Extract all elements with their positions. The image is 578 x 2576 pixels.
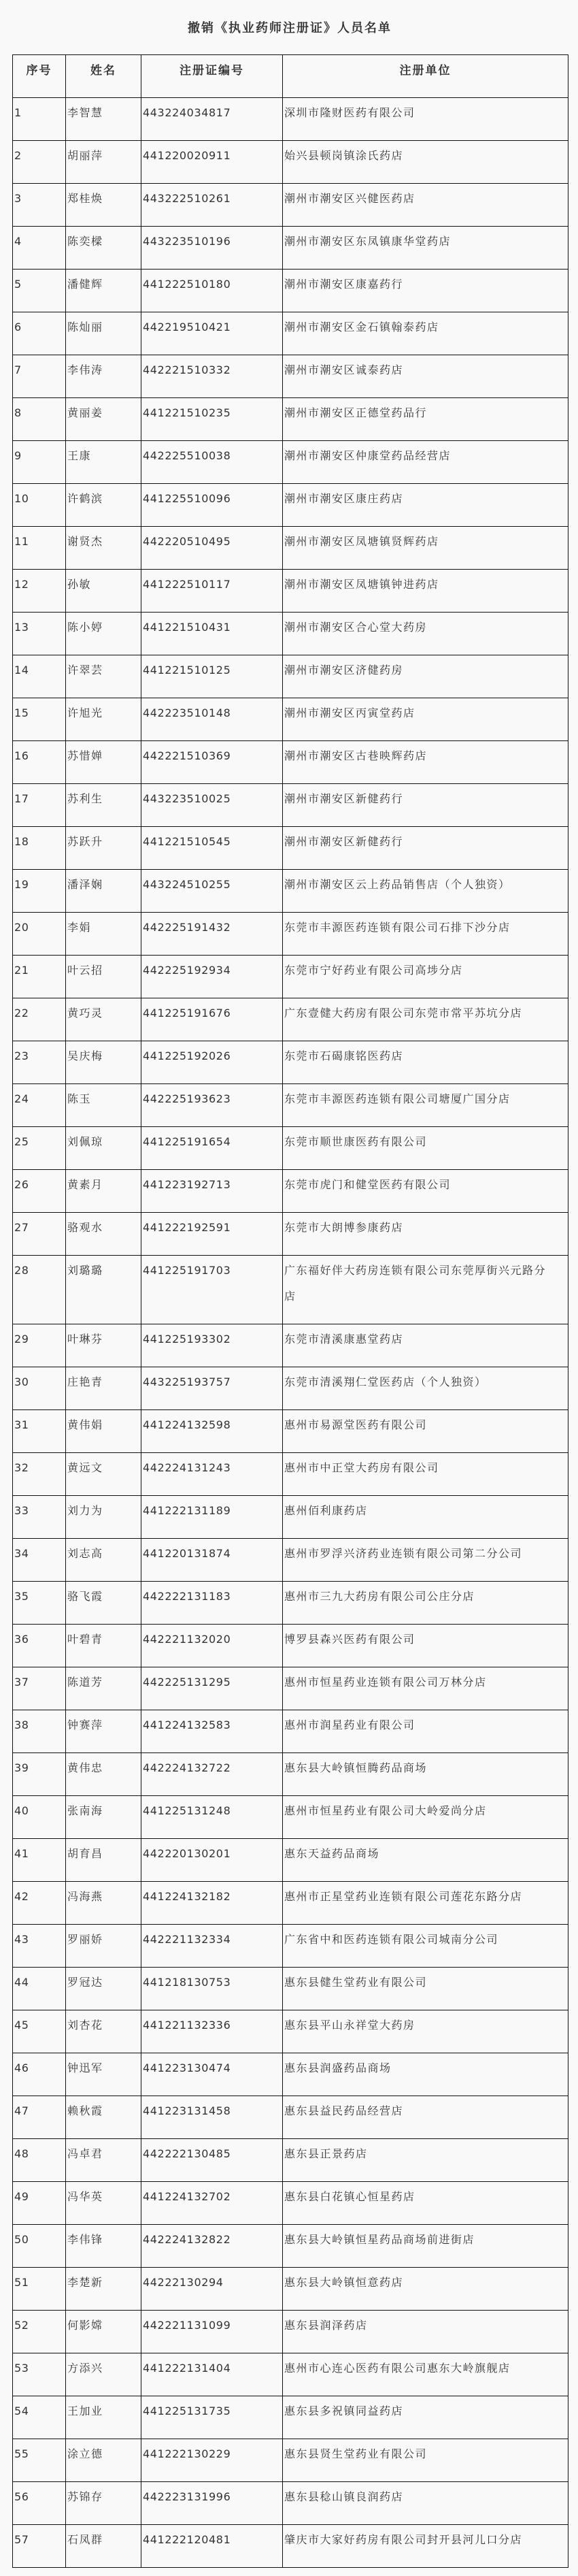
cell-unit: 东莞市丰源医药连锁有限公司塘厦广国分店 [283, 1084, 568, 1127]
table-row [13, 484, 568, 527]
cell-unit: 惠东县平山永祥堂大药房 [283, 2010, 568, 2053]
cell-name: 黄伟娟 [66, 1410, 141, 1453]
table-row [13, 398, 568, 441]
cell-reg-no: 441221510235 [141, 398, 283, 441]
cell-seq: 16 [13, 741, 66, 784]
cell-unit: 惠州市罗浮兴济药业连锁有限公司第二分公司 [283, 1539, 568, 1582]
cell-reg-no: 442224132822 [141, 2225, 283, 2268]
table-row [13, 570, 568, 613]
table-row [13, 913, 568, 956]
cell-unit: 潮州市潮安区兴健医药店 [283, 184, 568, 227]
cell-reg-no: 441220131874 [141, 1539, 283, 1582]
header-name: 姓名 [66, 55, 141, 98]
cell-name: 叶云招 [66, 956, 141, 998]
cell-seq: 11 [13, 527, 66, 570]
cell-reg-no: 441225131248 [141, 1796, 283, 1839]
cell-unit: 潮州市潮安区古巷映辉药店 [283, 741, 568, 784]
cell-name: 黄素月 [66, 1170, 141, 1213]
cell-unit: 潮州市潮安区康嘉药行 [283, 270, 568, 312]
cell-unit: 潮州市潮安区诚泰药店 [283, 355, 568, 398]
cell-unit: 潮州市潮安区仲康堂药品经营店 [283, 441, 568, 484]
cell-reg-no: 441223130474 [141, 2053, 283, 2096]
cell-unit: 惠东县稔山镇良润药店 [283, 2482, 568, 2525]
cell-unit: 惠州市中正堂大药房有限公司 [283, 1453, 568, 1496]
cell-seq: 46 [13, 2053, 66, 2096]
cell-seq: 29 [13, 1324, 66, 1367]
cell-reg-no: 441224132702 [141, 2182, 283, 2225]
cell-name: 刘杏花 [66, 2010, 141, 2053]
cell-unit: 东莞市清溪康惠堂药店 [283, 1324, 568, 1367]
cell-seq: 51 [13, 2268, 66, 2311]
table-row [13, 784, 568, 827]
cell-reg-no: 442224132722 [141, 1753, 283, 1796]
cell-seq: 14 [13, 655, 66, 698]
table-row [13, 1256, 568, 1324]
cell-reg-no: 441224132182 [141, 1882, 283, 1925]
cell-seq: 15 [13, 698, 66, 741]
cell-name: 刘佩琼 [66, 1127, 141, 1170]
cell-unit: 惠东天益药品商场 [283, 1839, 568, 1882]
header-row [13, 55, 568, 98]
cell-unit: 惠州市三九大药房有限公司公庄分店 [283, 1582, 568, 1625]
table-row [13, 1882, 568, 1925]
table-row [13, 184, 568, 227]
cell-seq: 41 [13, 1839, 66, 1882]
cell-unit: 潮州市潮安区合心堂大药房 [283, 613, 568, 655]
cell-reg-no: 441221132336 [141, 2010, 283, 2053]
cell-name: 潘泽娴 [66, 870, 141, 913]
table-row [13, 698, 568, 741]
cell-name: 吴庆梅 [66, 1041, 141, 1084]
cell-name: 苏利生 [66, 784, 141, 827]
cell-unit: 惠州市润星药业有限公司 [283, 1710, 568, 1753]
cell-reg-no: 441222192591 [141, 1213, 283, 1256]
cell-reg-no: 441224132598 [141, 1410, 283, 1453]
table-row [13, 2139, 568, 2182]
cell-reg-no: 441222131404 [141, 2353, 283, 2396]
cell-unit: 深圳市隆财医药有限公司 [283, 98, 568, 141]
cell-unit: 东莞市石碣康铭医药店 [283, 1041, 568, 1084]
cell-unit: 广东福好伴大药房连锁有限公司东莞厚街兴元路分店 [283, 1256, 568, 1324]
table-row [13, 1839, 568, 1882]
cell-reg-no: 442222130485 [141, 2139, 283, 2182]
cell-unit: 惠东县大岭镇恒腾药品商场 [283, 1753, 568, 1796]
table-row [13, 1710, 568, 1753]
cell-seq: 21 [13, 956, 66, 998]
cell-seq: 57 [13, 2525, 66, 2568]
cell-unit: 广东壹健大药房有限公司东莞市常平苏坑分店 [283, 998, 568, 1041]
table-row [13, 1324, 568, 1367]
cell-unit: 肇庆市大家好药房有限公司封开县河儿口分店 [283, 2525, 568, 2568]
table-row [13, 2182, 568, 2225]
cell-reg-no: 442220130201 [141, 1839, 283, 1882]
cell-name: 孙敏 [66, 570, 141, 613]
cell-reg-no: 442225131295 [141, 1667, 283, 1710]
cell-name: 王加业 [66, 2396, 141, 2439]
cell-seq: 6 [13, 312, 66, 355]
cell-unit: 潮州市潮安区东凤镇康华堂药店 [283, 227, 568, 270]
table-row [13, 956, 568, 998]
cell-reg-no: 441222120481 [141, 2525, 283, 2568]
cell-name: 黄伟忠 [66, 1753, 141, 1796]
cell-reg-no: 441222510117 [141, 570, 283, 613]
table-row [13, 1213, 568, 1256]
table-row [13, 1084, 568, 1127]
cell-seq: 35 [13, 1582, 66, 1625]
cell-name: 刘力为 [66, 1496, 141, 1539]
cell-seq: 3 [13, 184, 66, 227]
cell-reg-no: 442220510495 [141, 527, 283, 570]
cell-name: 黄丽姜 [66, 398, 141, 441]
cell-unit: 惠州市正星堂药业连锁有限公司莲花东路分店 [283, 1882, 568, 1925]
cell-unit: 惠州市心连心医药有限公司惠东大岭旗舰店 [283, 2353, 568, 2396]
cell-seq: 47 [13, 2096, 66, 2139]
cell-reg-no: 441225191676 [141, 998, 283, 1041]
cell-name: 许翠芸 [66, 655, 141, 698]
table-row [13, 441, 568, 484]
table-row [13, 1925, 568, 1968]
cell-reg-no: 443225193757 [141, 1367, 283, 1410]
cell-reg-no: 442223131996 [141, 2482, 283, 2525]
table-row [13, 141, 568, 184]
cell-unit: 惠东县润盛药品商场 [283, 2053, 568, 2096]
cell-unit: 惠东县正景药店 [283, 2139, 568, 2182]
table-row [13, 2439, 568, 2482]
cell-unit: 潮州市潮安区丙寅堂药店 [283, 698, 568, 741]
cell-unit: 东莞市清溪翔仁堂医药店（个人独资） [283, 1367, 568, 1410]
cell-unit: 始兴县顿岗镇涂氏药店 [283, 141, 568, 184]
cell-unit: 潮州市潮安区正德堂药品行 [283, 398, 568, 441]
cell-name: 苏惜婵 [66, 741, 141, 784]
cell-name: 罗冠达 [66, 1968, 141, 2010]
cell-reg-no: 442221132020 [141, 1625, 283, 1667]
cell-name: 许鹤滨 [66, 484, 141, 527]
cell-seq: 1 [13, 98, 66, 141]
cell-unit: 惠东县大岭镇恒星药品商场前进街店 [283, 2225, 568, 2268]
table-row [13, 2225, 568, 2268]
cell-reg-no: 441220020911 [141, 141, 283, 184]
cell-reg-no: 443223510025 [141, 784, 283, 827]
cell-seq: 10 [13, 484, 66, 527]
table-row [13, 527, 568, 570]
cell-unit: 潮州市潮安区康庄药店 [283, 484, 568, 527]
cell-seq: 49 [13, 2182, 66, 2225]
cell-name: 胡育昌 [66, 1839, 141, 1882]
cell-reg-no: 441218130753 [141, 1968, 283, 2010]
cell-seq: 52 [13, 2311, 66, 2353]
cell-name: 罗丽娇 [66, 1925, 141, 1968]
cell-name: 张南海 [66, 1796, 141, 1839]
cell-name: 陈灿丽 [66, 312, 141, 355]
cell-name: 苏锦存 [66, 2482, 141, 2525]
cell-unit: 惠东县益民药品经营店 [283, 2096, 568, 2139]
cell-seq: 40 [13, 1796, 66, 1839]
cell-reg-no: 442219510421 [141, 312, 283, 355]
cell-seq: 12 [13, 570, 66, 613]
cell-seq: 30 [13, 1367, 66, 1410]
cell-reg-no: 44222130294 [141, 2268, 283, 2311]
cell-reg-no: 441223131458 [141, 2096, 283, 2139]
table-row [13, 355, 568, 398]
cell-unit: 潮州市潮安区济健药房 [283, 655, 568, 698]
cell-reg-no: 443222510261 [141, 184, 283, 227]
cell-reg-no: 441222130229 [141, 2439, 283, 2482]
table-row [13, 1753, 568, 1796]
table-row [13, 1041, 568, 1084]
cell-seq: 45 [13, 2010, 66, 2053]
cell-name: 庄艳青 [66, 1367, 141, 1410]
cell-reg-no: 441222510180 [141, 270, 283, 312]
cell-reg-no: 442221510332 [141, 355, 283, 398]
cell-name: 骆观水 [66, 1213, 141, 1256]
table-row [13, 1170, 568, 1213]
table-row [13, 1410, 568, 1453]
cell-seq: 32 [13, 1453, 66, 1496]
cell-seq: 28 [13, 1256, 66, 1324]
cell-name: 钟迅军 [66, 2053, 141, 2096]
cell-reg-no: 442221510369 [141, 741, 283, 784]
table-row [13, 2525, 568, 2568]
cell-seq: 25 [13, 1127, 66, 1170]
table-row [13, 2311, 568, 2353]
cell-seq: 20 [13, 913, 66, 956]
cell-name: 李楚新 [66, 2268, 141, 2311]
cell-reg-no: 441223192713 [141, 1170, 283, 1213]
cell-name: 骆飞霞 [66, 1582, 141, 1625]
table-row [13, 1796, 568, 1839]
cell-unit: 惠州佰利康药店 [283, 1496, 568, 1539]
cell-unit: 潮州市潮安区新健药行 [283, 784, 568, 827]
table-row [13, 870, 568, 913]
cell-seq: 36 [13, 1625, 66, 1667]
cell-name: 陈玉 [66, 1084, 141, 1127]
table-row [13, 312, 568, 355]
cell-reg-no: 441225192026 [141, 1041, 283, 1084]
cell-unit: 惠州市恒星药业有限公司大岭爱尚分店 [283, 1796, 568, 1839]
cell-seq: 2 [13, 141, 66, 184]
cell-reg-no: 443224034817 [141, 98, 283, 141]
cell-unit: 潮州市潮安区金石镇翰泰药店 [283, 312, 568, 355]
cell-reg-no: 441221510125 [141, 655, 283, 698]
cell-name: 刘璐璐 [66, 1256, 141, 1324]
cell-seq: 7 [13, 355, 66, 398]
cell-reg-no: 443223510196 [141, 227, 283, 270]
cell-name: 黄巧灵 [66, 998, 141, 1041]
cell-name: 苏跃升 [66, 827, 141, 870]
revocation-roster-table [12, 54, 568, 2568]
table-body [13, 98, 568, 2568]
cell-unit: 惠东县贤生堂药业有限公司 [283, 2439, 568, 2482]
cell-name: 叶琳芬 [66, 1324, 141, 1367]
cell-reg-no: 442225193623 [141, 1084, 283, 1127]
cell-reg-no: 442223510148 [141, 698, 283, 741]
header-unit: 注册单位 [283, 55, 568, 98]
cell-seq: 39 [13, 1753, 66, 1796]
cell-reg-no: 442224131243 [141, 1453, 283, 1496]
cell-unit: 广东省中和医药连锁有限公司城南分公司 [283, 1925, 568, 1968]
cell-reg-no: 441221510431 [141, 613, 283, 655]
cell-seq: 56 [13, 2482, 66, 2525]
cell-seq: 50 [13, 2225, 66, 2268]
cell-seq: 18 [13, 827, 66, 870]
cell-name: 王康 [66, 441, 141, 484]
cell-reg-no: 441225510096 [141, 484, 283, 527]
cell-name: 郑桂焕 [66, 184, 141, 227]
table-row [13, 2010, 568, 2053]
cell-seq: 19 [13, 870, 66, 913]
cell-name: 李智慧 [66, 98, 141, 141]
cell-unit: 惠东县健生堂药业有限公司 [283, 1968, 568, 2010]
cell-unit: 潮州市潮安区云上药品销售店（个人独资） [283, 870, 568, 913]
table-row [13, 1453, 568, 1496]
cell-unit: 惠东县大岭镇恒意药店 [283, 2268, 568, 2311]
cell-name: 冯海燕 [66, 1882, 141, 1925]
table-row [13, 1625, 568, 1667]
table-row [13, 270, 568, 312]
page-title: 撤销《执业药师注册证》人员名单 [188, 21, 392, 35]
cell-name: 刘志高 [66, 1539, 141, 1582]
cell-seq: 33 [13, 1496, 66, 1539]
cell-unit: 潮州市潮安区凤塘镇钟进药店 [283, 570, 568, 613]
cell-unit: 东莞市宁好药业有限公司高埗分店 [283, 956, 568, 998]
cell-reg-no: 441225131735 [141, 2396, 283, 2439]
table-row [13, 2396, 568, 2439]
cell-name: 黄远文 [66, 1453, 141, 1496]
cell-seq: 55 [13, 2439, 66, 2482]
cell-seq: 17 [13, 784, 66, 827]
cell-reg-no: 442221132334 [141, 1925, 283, 1968]
cell-reg-no: 441225193302 [141, 1324, 283, 1367]
cell-seq: 38 [13, 1710, 66, 1753]
cell-name: 涂立德 [66, 2439, 141, 2482]
table-row [13, 741, 568, 784]
cell-seq: 27 [13, 1213, 66, 1256]
cell-name: 谢贤杰 [66, 527, 141, 570]
table-row [13, 1667, 568, 1710]
cell-seq: 13 [13, 613, 66, 655]
cell-seq: 31 [13, 1410, 66, 1453]
cell-seq: 26 [13, 1170, 66, 1213]
table-row [13, 1539, 568, 1582]
cell-unit: 东莞市大朗博参康药店 [283, 1213, 568, 1256]
cell-name: 叶碧青 [66, 1625, 141, 1667]
cell-name: 石凤群 [66, 2525, 141, 2568]
cell-seq: 44 [13, 1968, 66, 2010]
cell-unit: 东莞市丰源医药连锁有限公司石排下沙分店 [283, 913, 568, 956]
table-row [13, 2053, 568, 2096]
table-row [13, 655, 568, 698]
cell-name: 李伟涛 [66, 355, 141, 398]
table-row [13, 98, 568, 141]
cell-seq: 53 [13, 2353, 66, 2396]
cell-unit: 潮州市潮安区新健药行 [283, 827, 568, 870]
cell-seq: 5 [13, 270, 66, 312]
cell-name: 方添兴 [66, 2353, 141, 2396]
cell-name: 赖秋霞 [66, 2096, 141, 2139]
cell-seq: 34 [13, 1539, 66, 1582]
cell-unit: 潮州市潮安区凤塘镇贤辉药店 [283, 527, 568, 570]
cell-unit: 惠东县白花镇心恒星药店 [283, 2182, 568, 2225]
cell-name: 潘健辉 [66, 270, 141, 312]
cell-reg-no: 442225192934 [141, 956, 283, 998]
table-row [13, 2482, 568, 2525]
cell-reg-no: 442225191432 [141, 913, 283, 956]
cell-seq: 22 [13, 998, 66, 1041]
cell-seq: 37 [13, 1667, 66, 1710]
table-row [13, 1367, 568, 1410]
cell-name: 许旭光 [66, 698, 141, 741]
cell-seq: 48 [13, 2139, 66, 2182]
table-row [13, 827, 568, 870]
cell-reg-no: 442222131183 [141, 1582, 283, 1625]
cell-reg-no: 441221510545 [141, 827, 283, 870]
table-row [13, 1127, 568, 1170]
cell-unit: 惠东县多祝镇同益药店 [283, 2396, 568, 2439]
cell-seq: 9 [13, 441, 66, 484]
cell-name: 胡丽萍 [66, 141, 141, 184]
cell-seq: 23 [13, 1041, 66, 1084]
cell-unit: 东莞市虎门和健堂医药有限公司 [283, 1170, 568, 1213]
table-row [13, 227, 568, 270]
cell-seq: 54 [13, 2396, 66, 2439]
cell-seq: 4 [13, 227, 66, 270]
cell-seq: 43 [13, 1925, 66, 1968]
cell-name: 陈小婷 [66, 613, 141, 655]
cell-reg-no: 443224510255 [141, 870, 283, 913]
cell-seq: 24 [13, 1084, 66, 1127]
header-reg-no: 注册证编号 [141, 55, 283, 98]
cell-reg-no: 441224132583 [141, 1710, 283, 1753]
cell-unit: 博罗县森兴医药有限公司 [283, 1625, 568, 1667]
cell-seq: 42 [13, 1882, 66, 1925]
cell-name: 冯卓君 [66, 2139, 141, 2182]
cell-name: 陈道芳 [66, 1667, 141, 1710]
table-row [13, 998, 568, 1041]
cell-seq: 8 [13, 398, 66, 441]
cell-unit: 东莞市顺世康医药有限公司 [283, 1127, 568, 1170]
table-row [13, 1582, 568, 1625]
cell-unit: 惠东县润泽药店 [283, 2311, 568, 2353]
cell-name: 李伟锋 [66, 2225, 141, 2268]
table-row [13, 2353, 568, 2396]
cell-reg-no: 442225510038 [141, 441, 283, 484]
cell-unit: 惠州市恒星药业连锁有限公司万林分店 [283, 1667, 568, 1710]
table-header [13, 55, 568, 98]
header-seq: 序号 [13, 55, 66, 98]
cell-name: 何影嫦 [66, 2311, 141, 2353]
cell-name: 冯华英 [66, 2182, 141, 2225]
table-row [13, 1496, 568, 1539]
cell-name: 李娟 [66, 913, 141, 956]
table-row [13, 1968, 568, 2010]
cell-reg-no: 441222131189 [141, 1496, 283, 1539]
cell-reg-no: 441225191654 [141, 1127, 283, 1170]
cell-unit: 惠州市易源堂医药有限公司 [283, 1410, 568, 1453]
cell-name: 钟赛萍 [66, 1710, 141, 1753]
table-row [13, 2096, 568, 2139]
cell-reg-no: 441225191703 [141, 1256, 283, 1324]
table-row [13, 613, 568, 655]
table-row [13, 2268, 568, 2311]
cell-name: 陈奕樑 [66, 227, 141, 270]
cell-reg-no: 442221131099 [141, 2311, 283, 2353]
